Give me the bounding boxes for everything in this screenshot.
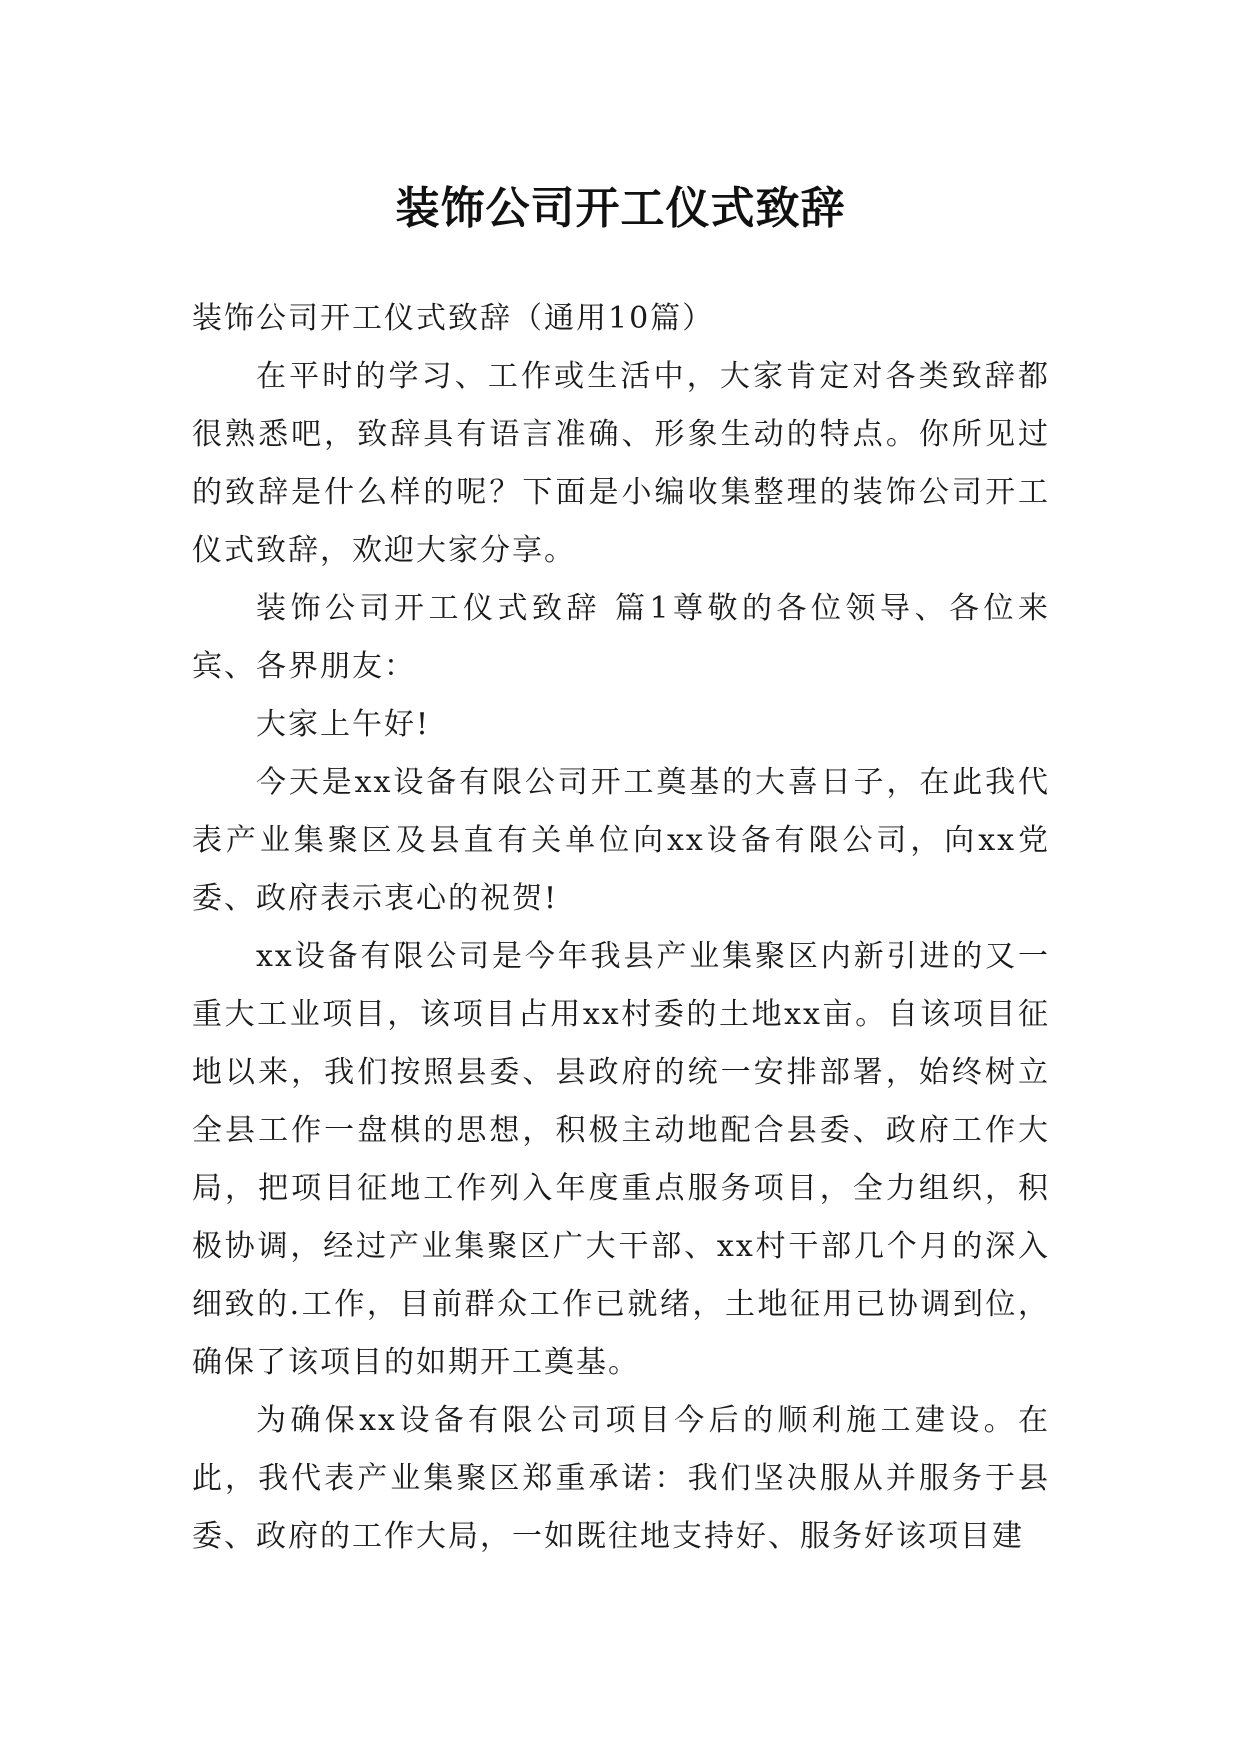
paragraph-salutation: 装饰公司开工仪式致辞 篇1尊敬的各位领导、各位来宾、各界朋友： — [192, 591, 1050, 684]
paragraph-congratulation: 今天是xx设备有限公司开工奠基的大喜日子，在此我代表产业集聚区及县直有关单位向xx设备有限公司，向xx党委、政府表示衷心的祝贺! — [192, 765, 1050, 916]
paragraph-project-background: xx设备有限公司是今年我县产业集聚区内新引进的又一重大工业项目，该项目占用xx村委的土地xx亩。自该项目征地以来，我们按照县委、县政府的统一安排部署，始终树立全县工作一盘棋的思想，积极主动地配合县委、政府工作大局，把项目征地工作列入年度重点服务项目，全力组织，积极协调，经过产业集聚区广大干部、xx村干部几个月的深入细致的.工作，目前群众工作已就绪，土地征用已协调到位，确保了该项目的如期开工奠基。 — [192, 939, 1050, 1380]
paragraph-greeting: 大家上午好! — [256, 707, 431, 742]
document-body — [192, 290, 1050, 1566]
document-title: 装饰公司开工仪式致辞 — [395, 183, 846, 235]
paragraph-subtitle: 装饰公司开工仪式致辞（通用10篇） — [192, 301, 715, 336]
paragraph-commitment: 为确保xx设备有限公司项目今后的顺利施工建设。在此，我代表产业集聚区郑重承诺：我们坚决服从并服务于县委、政府的工作大局，一如既往地支持好、服务好该项目建 — [192, 1403, 1050, 1554]
paragraph-intro: 在平时的学习、工作或生活中，大家肯定对各类致辞都很熟悉吧，致辞具有语言准确、形象生动的特点。你所见过的致辞是什么样的呢？下面是小编收集整理的装饰公司开工仪式致辞，欢迎大家分享。 — [192, 359, 1050, 568]
